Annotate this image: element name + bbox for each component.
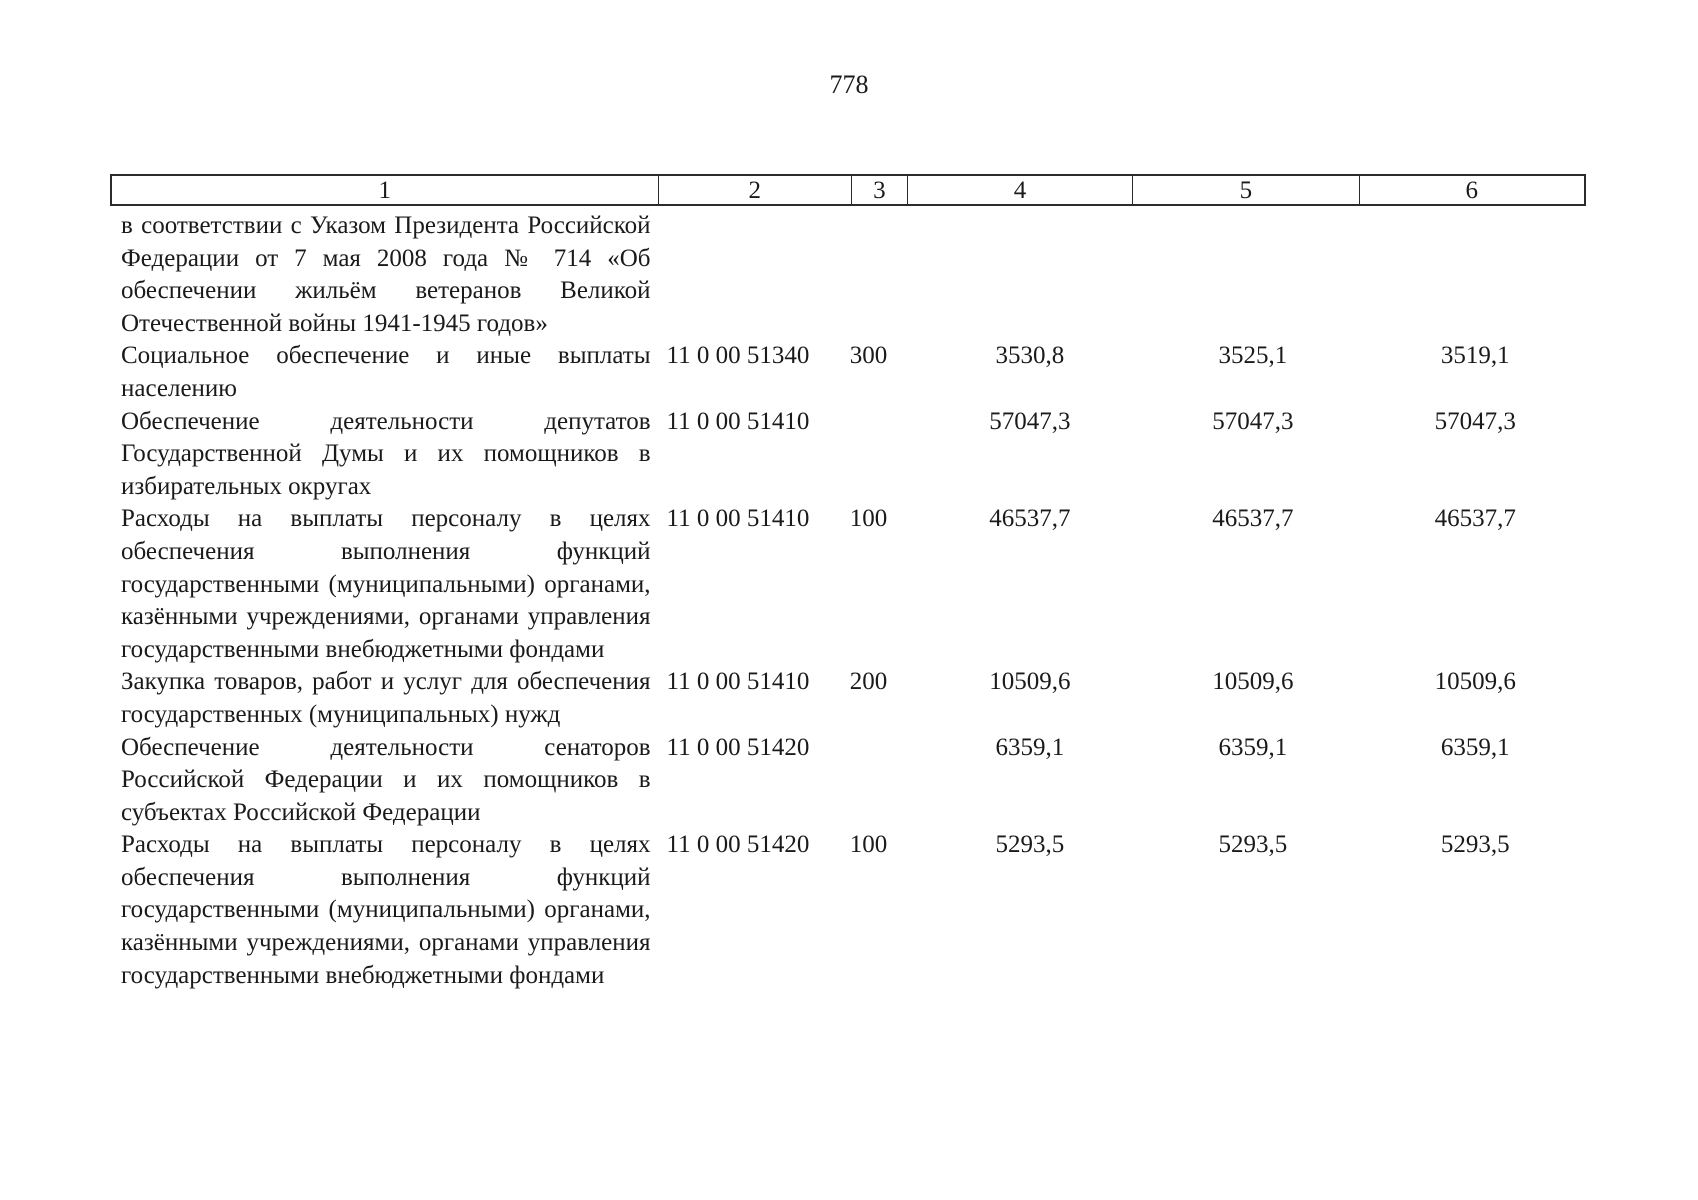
row-value-col6: 6359,1	[1440, 733, 1510, 761]
row-name: Обеспечение деятельности депутатов Государственной Думы и их помощников в избирательных округах	[121, 407, 651, 500]
row-code: 11 0 00 51420	[666, 831, 810, 859]
header-col-6: 6	[1465, 177, 1479, 204]
table-row	[110, 666, 1586, 731]
table-row	[110, 829, 1586, 992]
page-number: 778	[829, 70, 869, 99]
row-value-col5: 46537,7	[1212, 505, 1294, 533]
row-value-col5: 5293,5	[1218, 831, 1288, 859]
row-type: 300	[849, 342, 888, 370]
row-name: Расходы на выплаты персоналу в целях обеспечения выполнения функций государственными (муниципальными) органами, казёнными учреждениями, органами управления государственными внебюджетными фондами	[121, 505, 651, 663]
row-code: 11 0 00 51420	[666, 733, 810, 761]
row-type: 100	[849, 831, 888, 859]
row-code: 11 0 00 51340	[666, 342, 810, 370]
table-row	[110, 503, 1586, 666]
row-value-col6: 5293,5	[1440, 831, 1510, 859]
row-name: Закупка товаров, работ и услуг для обеспечения государственных (муниципальных) нужд	[121, 668, 651, 728]
table-body	[110, 210, 1586, 992]
row-name: Расходы на выплаты персоналу в целях обеспечения выполнения функций государственными (муниципальными) органами, казёнными учреждениями, органами управления государственными внебюджетными фондами	[121, 831, 651, 989]
row-type	[840, 732, 919, 830]
row-value-col4: 6359,1	[995, 733, 1065, 761]
header-col-1: 1	[112, 176, 659, 204]
row-name: в соответствии с Указом Президента Российской Федерации от 7 мая 2008 года № 714 «Об обеспечении жильём ветеранов Великой Отечественной войны 1941-1945 годов»	[121, 212, 651, 337]
row-value-col4: 3530,8	[995, 342, 1065, 370]
row-value-col6: 57047,3	[1434, 407, 1516, 435]
table-row	[110, 406, 1586, 504]
row-value-col4: 5293,5	[995, 831, 1065, 859]
table-row	[110, 340, 1586, 405]
row-value-col4: 57047,3	[989, 407, 1071, 435]
row-code: 11 0 00 51410	[666, 505, 810, 533]
row-type: 100	[849, 505, 888, 533]
row-name: Обеспечение деятельности сенаторов Российской Федерации и их помощников в субъектах Российской Федерации	[121, 733, 651, 826]
header-col-2: 2	[659, 176, 852, 204]
row-value-col4: 46537,7	[989, 505, 1071, 533]
row-value-col6	[1365, 210, 1586, 340]
row-code: 11 0 00 51410	[666, 668, 810, 696]
table-row	[110, 732, 1586, 830]
row-type	[840, 210, 919, 340]
header-col-4: 4	[908, 176, 1133, 204]
row-value-col6: 10509,6	[1434, 668, 1516, 696]
row-value-col5: 3525,1	[1218, 342, 1288, 370]
row-value-col5: 6359,1	[1218, 733, 1288, 761]
row-value-col5: 10509,6	[1212, 668, 1294, 696]
table-row	[110, 210, 1586, 340]
row-code: 11 0 00 51410	[666, 407, 810, 435]
row-type	[840, 406, 919, 504]
row-code	[651, 210, 840, 340]
header-col-3: 3	[852, 176, 908, 204]
row-value-col4: 10509,6	[989, 668, 1071, 696]
row-value-col6: 3519,1	[1440, 342, 1510, 370]
row-value-col6: 46537,7	[1434, 505, 1516, 533]
row-name: Социальное обеспечение и иные выплаты населению	[121, 342, 651, 402]
row-value-col4	[919, 210, 1141, 340]
row-type: 200	[849, 668, 888, 696]
row-value-col5: 57047,3	[1212, 407, 1294, 435]
row-value-col5	[1141, 210, 1364, 340]
table-header	[110, 174, 1586, 206]
header-col-5: 5	[1133, 176, 1359, 204]
